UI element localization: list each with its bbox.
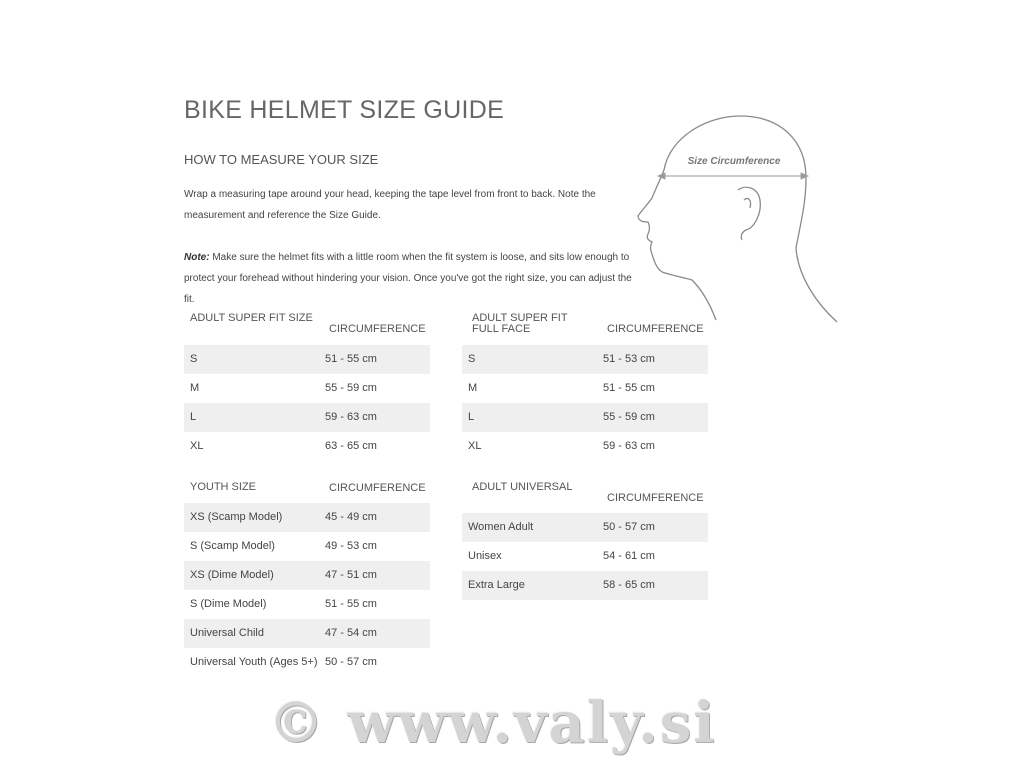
table-row (462, 542, 708, 571)
table-row (462, 571, 708, 600)
note-text: Make sure the helmet fits with a little room when the fit system is loose, and sits low enough to protect your forehead without hindering your vision. Once you've got the right size, you can adjust the fit. (184, 252, 632, 305)
size-cell: S (190, 353, 198, 365)
size-cell: M (468, 382, 478, 394)
size-cell: Universal Youth (Ages 5+) (190, 656, 318, 668)
table-row (184, 403, 430, 432)
size-cell: XS (Scamp Model) (190, 511, 283, 523)
table-row (184, 619, 430, 648)
circumference-cell: 47 - 54 cm (325, 627, 377, 639)
circumference-cell: 45 - 49 cm (325, 511, 377, 523)
section-subtitle: HOW TO MEASURE YOUR SIZE (184, 152, 379, 167)
circumference-cell: 51 - 53 cm (603, 353, 655, 365)
adult-super-fit-table (184, 307, 430, 461)
circumference-cell: 50 - 57 cm (325, 656, 377, 668)
table-row (462, 432, 708, 461)
size-cell: Universal Child (190, 627, 264, 639)
column-header: CIRCUMFERENCE (329, 482, 426, 494)
size-cell: Unisex (468, 550, 502, 562)
face-profile (638, 170, 716, 320)
size-cell: Women Adult (468, 521, 534, 533)
measure-instructions: Wrap a measuring tape around your head, keeping the tape level from front to back. Note the measurement and reference the Size Guide. (184, 189, 596, 221)
circumference-cell: 51 - 55 cm (325, 353, 377, 365)
table-row (462, 374, 708, 403)
circumference-cell: 59 - 63 cm (603, 440, 655, 452)
table-header (462, 307, 708, 345)
adult-universal-table (462, 474, 708, 600)
circumference-cell: 55 - 59 cm (603, 411, 655, 423)
fit-note (184, 247, 634, 310)
column-header: CIRCUMFERENCE (607, 323, 704, 335)
table-title: ADULT SUPER FIT FULL FACE (472, 312, 568, 335)
ear-inner (744, 198, 751, 208)
table-row (184, 345, 430, 374)
size-cell: M (190, 382, 200, 394)
size-cell: L (190, 411, 197, 423)
table-title: YOUTH SIZE (190, 481, 257, 493)
circumference-cell: 55 - 59 cm (325, 382, 377, 394)
size-cell: XL (190, 440, 204, 452)
size-cell: S (Dime Model) (190, 598, 267, 610)
tape-arrow-right-icon (801, 173, 808, 179)
circumference-cell: 49 - 53 cm (325, 540, 377, 552)
table-row (462, 403, 708, 432)
table-title: ADULT UNIVERSAL (472, 481, 573, 493)
table-header (184, 307, 430, 345)
circumference-cell: 59 - 63 cm (325, 411, 377, 423)
adult-super-fit-full-face-table (462, 307, 708, 461)
tape-arrow-left-icon (658, 173, 665, 179)
head-outline (664, 116, 837, 322)
note-label: Note: (184, 252, 210, 263)
circumference-cell: 54 - 61 cm (603, 550, 655, 562)
circumference-cell: 51 - 55 cm (325, 598, 377, 610)
page-title: BIKE HELMET SIZE GUIDE (184, 96, 505, 124)
circumference-cell: 47 - 51 cm (325, 569, 377, 581)
table-header (462, 474, 708, 513)
circumference-cell: 63 - 65 cm (325, 440, 377, 452)
diagram-label: Size Circumference (687, 156, 781, 167)
size-cell: Extra Large (468, 579, 525, 591)
ear-outline (738, 187, 760, 240)
size-cell: S (468, 353, 476, 365)
table-row (184, 648, 430, 677)
table-row (184, 590, 430, 619)
table-row (184, 503, 430, 532)
table-row (184, 374, 430, 403)
size-cell: L (468, 411, 475, 423)
table-row (184, 532, 430, 561)
circumference-cell: 58 - 65 cm (603, 579, 655, 591)
head-measurement-diagram (630, 108, 845, 328)
table-row (462, 513, 708, 542)
table-row (184, 432, 430, 461)
circumference-cell: 50 - 57 cm (603, 521, 655, 533)
circumference-cell: 51 - 55 cm (603, 382, 655, 394)
table-row (462, 345, 708, 374)
table-title: ADULT SUPER FIT SIZE (190, 312, 313, 324)
size-cell: XL (468, 440, 482, 452)
column-header: CIRCUMFERENCE (607, 492, 704, 504)
table-header (184, 474, 430, 503)
watermark: © www.valy.si (268, 690, 717, 756)
size-cell: S (Scamp Model) (190, 540, 275, 552)
size-cell: XS (Dime Model) (190, 569, 274, 581)
column-header: CIRCUMFERENCE (329, 323, 426, 335)
table-row (184, 561, 430, 590)
youth-size-table (184, 474, 430, 677)
